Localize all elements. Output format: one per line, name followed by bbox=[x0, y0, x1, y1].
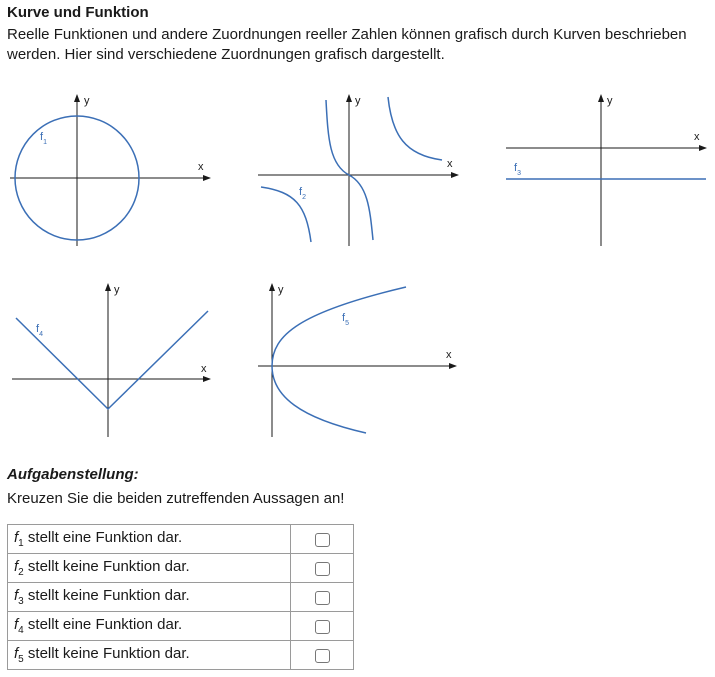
curve-label-f3: $f_3$ bbox=[514, 162, 521, 177]
statement-cell bbox=[8, 583, 291, 612]
function-index: 3 bbox=[18, 596, 24, 607]
table-row bbox=[8, 583, 354, 612]
function-symbol: f bbox=[14, 558, 19, 575]
table-row bbox=[8, 554, 354, 583]
checkbox-cell bbox=[291, 525, 354, 554]
graph-f5 bbox=[258, 284, 456, 437]
y-axis-label: y bbox=[355, 95, 361, 107]
task-heading: Aufgabenstellung: bbox=[7, 466, 139, 483]
checkbox-cell bbox=[291, 612, 354, 641]
curve-f4 bbox=[16, 311, 208, 409]
answer-table bbox=[7, 524, 354, 670]
statement-text: stellt keine Funktion dar. bbox=[27, 558, 190, 575]
function-index: 1 bbox=[18, 538, 24, 549]
function-index: 2 bbox=[18, 567, 24, 578]
function-index: 5 bbox=[18, 654, 24, 665]
y-axis-label: y bbox=[84, 95, 90, 107]
answer-checkbox[interactable] bbox=[315, 591, 330, 605]
function-symbol: f bbox=[14, 645, 19, 662]
answer-checkbox[interactable] bbox=[315, 562, 330, 576]
function-symbol: f bbox=[14, 529, 19, 546]
statement-cell bbox=[8, 554, 291, 583]
function-symbol: f bbox=[14, 587, 19, 604]
curve-f2-upper bbox=[388, 97, 442, 160]
y-axis-label: y bbox=[114, 284, 120, 296]
checkbox-cell bbox=[291, 554, 354, 583]
table-row bbox=[8, 525, 354, 554]
curve-label-f1: $f_1$ bbox=[40, 131, 47, 146]
graph-f1 bbox=[10, 95, 210, 246]
curve-label-f5: $f_5$ bbox=[342, 312, 349, 327]
curve-f5 bbox=[272, 287, 406, 433]
statement-cell bbox=[8, 525, 291, 554]
statement-text: stellt eine Funktion dar. bbox=[27, 616, 183, 633]
checkbox-cell bbox=[291, 583, 354, 612]
answer-checkbox[interactable] bbox=[315, 620, 330, 634]
answer-checkbox[interactable] bbox=[315, 649, 330, 663]
x-axis-label: x bbox=[447, 158, 453, 170]
curve-label-f2: $f_2$ bbox=[299, 186, 306, 201]
statement-text: stellt keine Funktion dar. bbox=[27, 587, 190, 604]
table-row bbox=[8, 641, 354, 670]
graph-f3 bbox=[506, 95, 706, 246]
x-axis-label: x bbox=[446, 349, 452, 361]
curve-label-f4: $f_4$ bbox=[36, 323, 43, 338]
intro-text: Reelle Funktionen und andere Zuordnungen reeller Zahlen können grafisch durch Kurven beschrieben werden. Hier sind verschiedene Zuordnungen grafisch dargestellt. bbox=[7, 26, 687, 63]
function-index: 4 bbox=[18, 625, 24, 636]
checkbox-cell bbox=[291, 641, 354, 670]
graph-f4 bbox=[12, 284, 210, 437]
x-axis-label: x bbox=[198, 161, 204, 173]
task-instruction: Kreuzen Sie die beiden zutreffenden Aussagen an! bbox=[7, 490, 345, 507]
answer-checkbox[interactable] bbox=[315, 533, 330, 547]
page-title: Kurve und Funktion bbox=[7, 4, 149, 21]
statement-cell bbox=[8, 641, 291, 670]
statement-text: stellt keine Funktion dar. bbox=[27, 645, 190, 662]
statement-text: stellt eine Funktion dar. bbox=[27, 529, 183, 546]
statement-cell bbox=[8, 612, 291, 641]
table-row bbox=[8, 612, 354, 641]
x-axis-label: x bbox=[694, 131, 700, 143]
y-axis-label: y bbox=[607, 95, 613, 107]
y-axis-label: y bbox=[278, 284, 284, 296]
x-axis-label: x bbox=[201, 363, 207, 375]
function-symbol: f bbox=[14, 616, 19, 633]
graph-f2 bbox=[258, 95, 458, 246]
